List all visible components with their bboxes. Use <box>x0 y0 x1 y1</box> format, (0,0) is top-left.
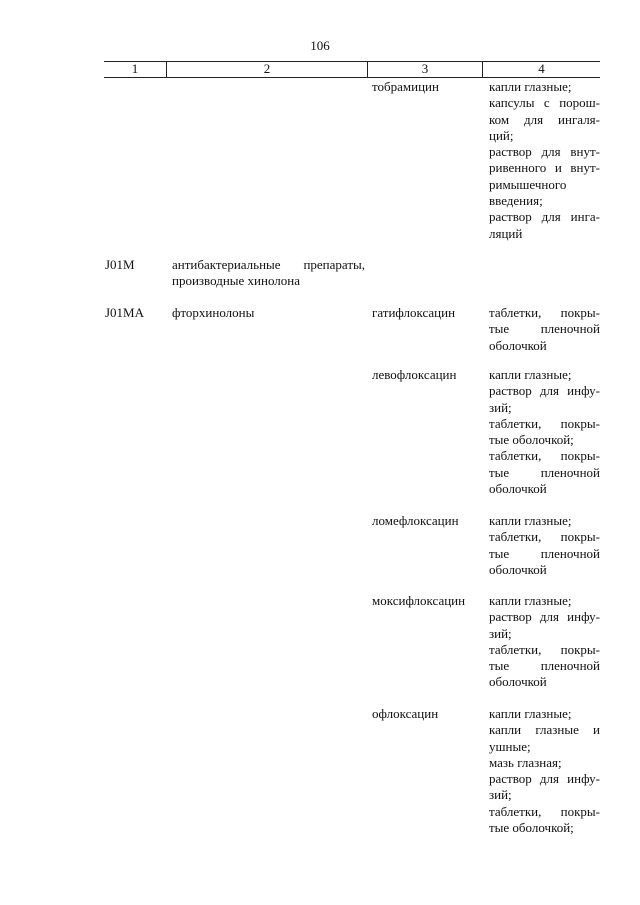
dosage-form-cell <box>489 79 600 242</box>
dosage-form-line: тые оболочкой; <box>489 820 574 836</box>
dosage-form-cell <box>489 513 600 578</box>
dosage-form-line: капли глазные; <box>489 513 572 528</box>
dosage-form-line: тые оболочкой; <box>489 432 574 448</box>
header-col-1: 1 <box>104 62 167 77</box>
group-cell <box>172 257 365 290</box>
page-number: 106 <box>310 38 330 53</box>
drug-cell <box>372 513 484 529</box>
group-line: фторхинолоны <box>172 305 255 320</box>
drug-cell <box>372 367 484 383</box>
dosage-form-line: тые пленочной <box>489 321 600 337</box>
group-cell <box>172 305 365 321</box>
dosage-form-line: раствор для инфу- <box>489 383 600 399</box>
drug-name: ломефлоксацин <box>372 513 459 528</box>
group-line: производные хинолона <box>172 273 301 289</box>
dosage-form-line: тые пленочной <box>489 658 600 674</box>
atc-code-cell <box>105 257 167 273</box>
dosage-form-line: ций; <box>489 127 514 143</box>
dosage-form-line: введения; <box>489 193 543 209</box>
dosage-form-line: капли глазные; <box>489 367 572 382</box>
dosage-form-line: римышечного <box>489 176 567 192</box>
table-header <box>104 61 600 78</box>
header-col-4: 4 <box>538 61 545 76</box>
dosage-form-line: таблетки, покры- <box>489 448 600 464</box>
dosage-form-line: раствор для инга- <box>489 209 600 225</box>
dosage-form-line: таблетки, покры- <box>489 803 600 819</box>
drug-cell <box>372 305 484 321</box>
dosage-form-line: зий; <box>489 625 512 641</box>
header-col-2: 2 <box>167 62 368 77</box>
dosage-form-line: зий; <box>489 787 512 803</box>
dosage-form-cell <box>489 305 600 354</box>
atc-code: J01MA <box>105 305 145 320</box>
drug-name: левофлоксацин <box>372 367 457 382</box>
dosage-form-line: зий; <box>489 399 512 415</box>
dosage-form-line: ривенного и внут- <box>489 160 600 176</box>
dosage-form-cell <box>489 593 600 691</box>
dosage-form-line: капли глазные; <box>489 706 572 721</box>
dosage-form-line: оболочкой <box>489 337 547 353</box>
header-col-3: 3 <box>368 62 483 77</box>
dosage-form-line: таблетки, покры- <box>489 529 600 545</box>
drug-name: моксифлоксацин <box>372 593 466 608</box>
dosage-form-line: капсулы с порош- <box>489 95 600 111</box>
dosage-form-cell <box>489 706 600 836</box>
dosage-form-cell <box>489 367 600 497</box>
dosage-form-line: таблетки, покры- <box>489 641 600 657</box>
dosage-form-line: ком для ингаля- <box>489 111 600 127</box>
drug-cell <box>372 706 484 722</box>
dosage-form-line: ушные; <box>489 738 531 754</box>
dosage-form-line: тые пленочной <box>489 545 600 561</box>
dosage-form-line: таблетки, покры- <box>489 415 600 431</box>
drug-cell <box>372 79 484 95</box>
drug-cell <box>372 593 484 609</box>
dosage-form-line: капли глазные; <box>489 79 572 94</box>
dosage-form-line: капли глазные и <box>489 722 600 738</box>
dosage-form-line: оболочкой <box>489 481 547 497</box>
dosage-form-line: ляций <box>489 225 523 241</box>
group-line: антибактериальные препараты, <box>172 257 365 272</box>
dosage-form-line: таблетки, покры- <box>489 305 600 320</box>
dosage-form-line: тые пленочной <box>489 464 600 480</box>
atc-code: J01M <box>105 257 135 272</box>
dosage-form-line: оболочкой <box>489 674 547 690</box>
atc-code-cell <box>105 305 167 321</box>
dosage-form-line: мазь глазная; <box>489 754 562 770</box>
dosage-form-line: раствор для инфу- <box>489 609 600 625</box>
dosage-form-line: раствор для внут- <box>489 144 600 160</box>
dosage-form-line: капли глазные; <box>489 593 572 608</box>
drug-name: тобрамицин <box>372 79 439 94</box>
dosage-form-line: раствор для инфу- <box>489 771 600 787</box>
drug-name: офлоксацин <box>372 706 439 721</box>
dosage-form-line: оболочкой <box>489 561 547 577</box>
drug-name: гатифлоксацин <box>372 305 456 320</box>
